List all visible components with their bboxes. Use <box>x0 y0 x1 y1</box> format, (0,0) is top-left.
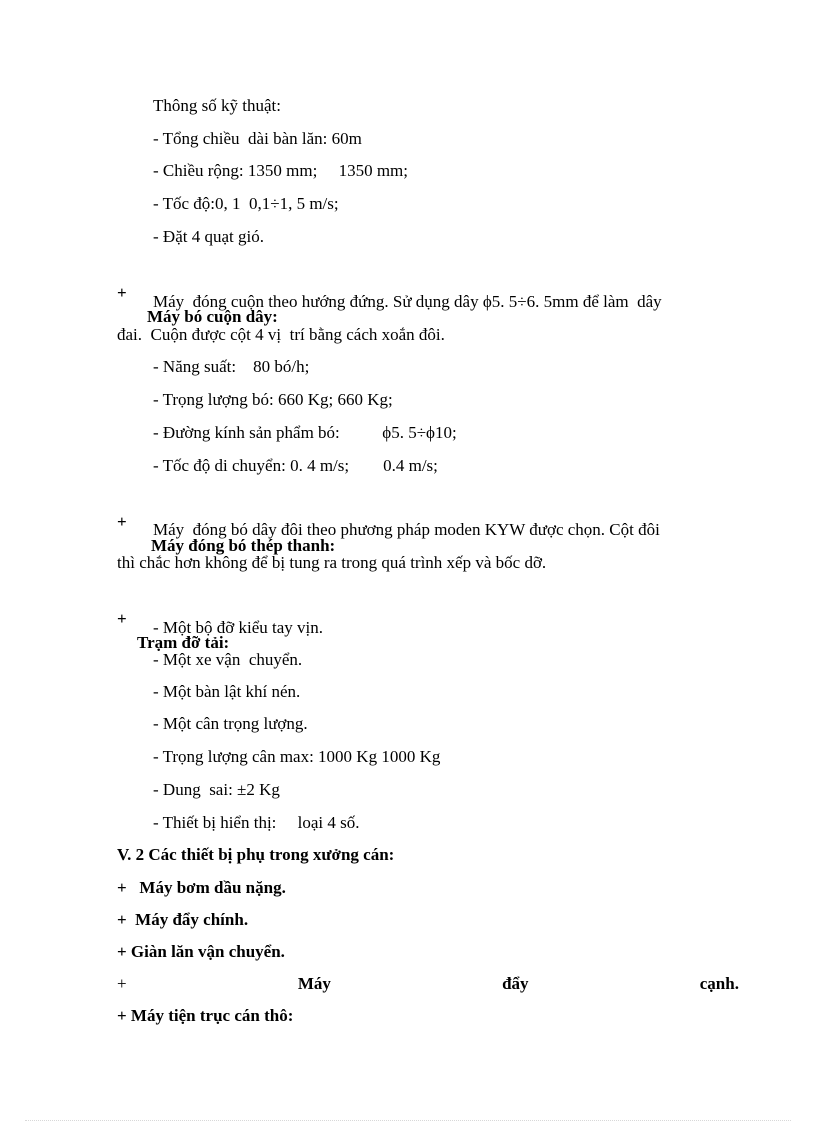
paragraph-line: Máy đóng bó dây đôi theo phương pháp moden KYW được chọn. Cột đôi <box>153 520 660 539</box>
bullet-marker: + <box>117 512 127 531</box>
spec-line-width: - Chiều rộng: 1350 mm; 1350 mm; <box>153 161 408 180</box>
bar-binder-title: Máy đóng bó thép thanh: <box>151 536 336 555</box>
paragraph-text: Máy đóng cuộn theo hướng đứng. Sử dụng dây ϕ5. 5÷6. 5mm để làm dây <box>153 292 662 311</box>
spec-line-output: - Năng suất: 80 bó/h; <box>153 357 310 376</box>
equipment-item: + Giàn lăn vận chuyển. <box>117 942 285 961</box>
list-item: - Một bàn lật khí nén. <box>153 682 301 701</box>
justified-word: cạnh. <box>699 974 739 993</box>
bullet-marker: + <box>117 609 127 628</box>
equipment-item: + Máy đẩy chính. <box>117 910 249 929</box>
paragraph-line <box>117 290 739 314</box>
spec-line-fans: - Đặt 4 quạt gió. <box>153 227 264 246</box>
page-footer-divider <box>25 1120 791 1121</box>
paragraph-line: đai. Cuộn được cột 4 vị trí bằng cách xoắn đôi. <box>117 325 445 344</box>
justified-word: đẩy <box>502 974 529 993</box>
list-item: - Trọng lượng cân max: 1000 Kg 1000 Kg <box>153 747 441 766</box>
list-item: - Một cân trọng lượng. <box>153 714 308 733</box>
spec-line-diameter: - Đường kính sản phẩm bó: ϕ5. 5÷ϕ10; <box>153 423 457 442</box>
spec-line-travel-speed: - Tốc độ di chuyển: 0. 4 m/s; 0.4 m/s; <box>153 456 438 475</box>
justified-word: Máy <box>297 974 331 993</box>
list-item: - Một bộ đỡ kiểu tay vịn. <box>153 618 323 637</box>
bullet-marker: + <box>117 974 127 993</box>
list-item: - Dung sai: ±2 Kg <box>153 780 280 799</box>
spec-line-length: - Tổng chiều dài bàn lăn: 60m <box>153 129 362 148</box>
spec-line-speed: - Tốc độ:0, 1 0,1÷1, 5 m/s; <box>153 194 339 213</box>
paragraph-line: thì chắc hơn không để bị tung ra trong quá trình xếp và bốc dỡ. <box>117 553 547 572</box>
equipment-item <box>117 972 739 996</box>
spec-line-weight: - Trọng lượng bó: 660 Kg; 660 Kg; <box>153 390 393 409</box>
coil-binder-title: Máy bó cuộn dây: <box>147 307 278 326</box>
equipment-item: + Máy tiện trục cán thô: <box>117 1006 294 1025</box>
list-item: - Một xe vận chuyển. <box>153 650 303 669</box>
bullet-marker: + <box>117 283 127 302</box>
specs-heading: Thông số kỹ thuật: <box>153 96 281 115</box>
load-station-title: Trạm đỡ tải: <box>137 633 230 652</box>
list-item: - Thiết bị hiển thị: loại 4 số. <box>153 813 360 832</box>
equipment-item: + Máy bơm dầu nặng. <box>117 878 286 897</box>
section-heading: V. 2 Các thiết bị phụ trong xưởng cán: <box>117 845 395 864</box>
